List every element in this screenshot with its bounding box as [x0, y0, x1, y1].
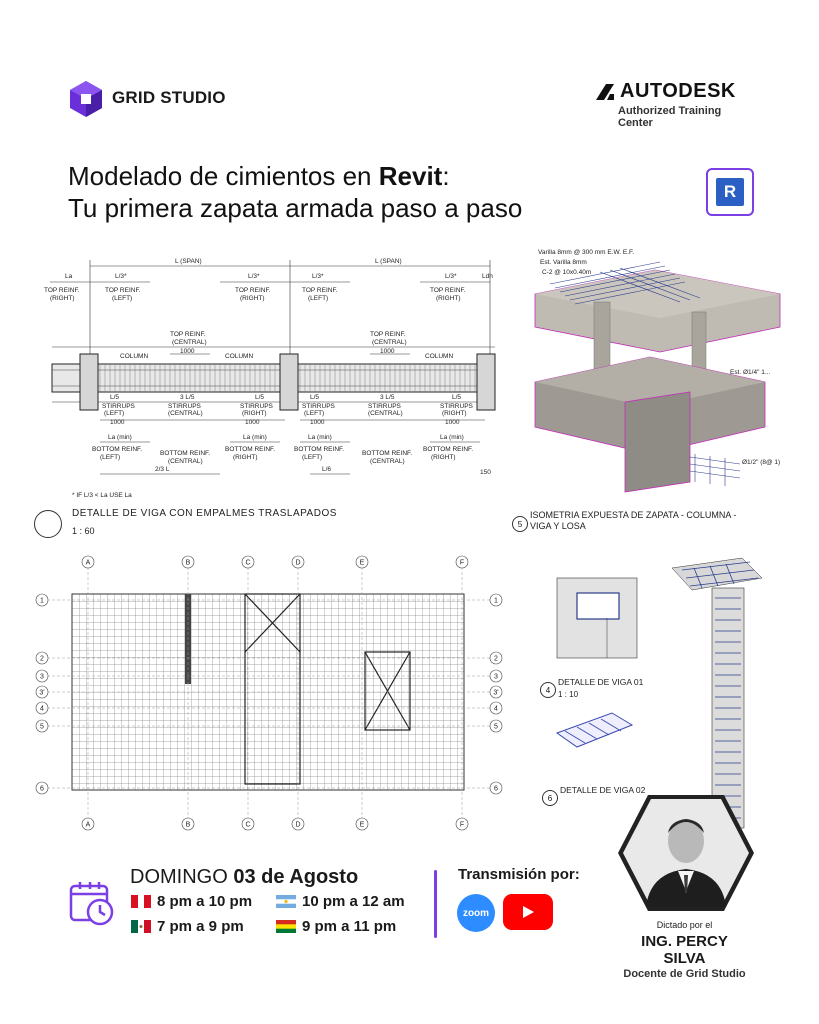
detail-02-caption: DETALLE DE VIGA 02	[560, 785, 646, 795]
dim-1000-bot-3: 1000	[310, 419, 325, 426]
play-icon	[520, 904, 536, 920]
l3-label-4: L/3*	[445, 273, 457, 280]
grid-col-bottom-D: D	[295, 821, 301, 829]
top-reinf-4: TOP REINF.	[302, 287, 338, 294]
iso-caption-num: 5	[512, 516, 528, 532]
grid-col-top-F: F	[459, 559, 465, 567]
la-min-2: La (min)	[243, 434, 267, 441]
l3-label-2: L/3*	[248, 273, 260, 280]
grid-col-bottom-F: F	[459, 821, 465, 829]
grid-studio-name: GRID STUDIO	[112, 88, 226, 107]
bottom-reinf-4: BOTTOM REINF.	[294, 446, 345, 453]
time-bolivia: 9 pm a 11 pm	[302, 918, 397, 935]
top-reinf-central-2: TOP REINF.	[370, 331, 406, 338]
grid-row-right-3: 3	[494, 673, 498, 681]
top-reinf-5-side: (RIGHT)	[436, 295, 461, 302]
bottom-reinf-5-side: (CENTRAL)	[370, 458, 405, 465]
grid-col-bottom-B: B	[185, 821, 191, 829]
zoom-text: zoom	[462, 907, 490, 919]
note-la: * IF L/3 < La USE La	[72, 492, 132, 499]
l5-4: L/5	[452, 394, 462, 401]
grid-col-top-B: B	[185, 559, 191, 567]
peru-flag-icon	[131, 895, 151, 908]
stirrups-4-side: (LEFT)	[304, 410, 325, 417]
la-min-1: La (min)	[108, 434, 132, 441]
iso-note-5: Ø1/2" (8@ 1)	[742, 459, 781, 466]
mexico-flag-icon	[131, 920, 151, 933]
bottom-reinf-1: BOTTOM REINF.	[92, 446, 143, 453]
dim-1000-bot-4: 1000	[445, 419, 460, 426]
speaker-photo	[618, 795, 754, 911]
title-line1-suffix: :	[442, 161, 450, 191]
date-bold: 03 de Agosto	[233, 866, 359, 888]
top-reinf-1-side: (RIGHT)	[50, 295, 75, 302]
l6-label: L/6	[322, 466, 332, 473]
top-reinf-5: TOP REINF.	[430, 287, 466, 294]
la-label: La	[65, 273, 73, 280]
la-min-4: La (min)	[440, 434, 464, 441]
footer-divider	[434, 870, 437, 938]
dim-1000-bot-2: 1000	[245, 419, 260, 426]
beam-detail-scale: 1 : 60	[72, 526, 95, 536]
l3-label-3: L/3*	[312, 273, 324, 280]
top-reinf-4-side: (LEFT)	[308, 295, 329, 302]
iso-note-4: Est. Ø1/4" 1...	[730, 369, 771, 376]
grid-row-left-1: 1	[40, 597, 44, 605]
page-title	[68, 160, 688, 224]
time-row-peru	[131, 893, 252, 910]
bottom-reinf-1-side: (LEFT)	[100, 454, 121, 461]
speaker-role: Docente de Grid Studio	[623, 968, 746, 980]
title-line1-prefix: Modelado de cimientos en	[68, 161, 379, 191]
event-date	[130, 866, 358, 889]
detail-01-caption: DETALLE DE VIGA 01	[558, 677, 644, 687]
stirrups-2: STIRRUPS	[168, 403, 201, 410]
bottom-reinf-2-side: (CENTRAL)	[168, 458, 203, 465]
grid-row-left-3: 3	[40, 673, 44, 681]
grid-row-left-2: 2	[40, 655, 44, 663]
dim-1000-top-1: 1000	[180, 348, 195, 355]
date-prefix: DOMINGO	[130, 866, 234, 888]
youtube-icon[interactable]	[503, 894, 553, 930]
stirrups-2-side: (CENTRAL)	[168, 410, 203, 417]
stream-label: Transmisión por:	[458, 866, 580, 883]
grid-col-bottom-C: C	[245, 821, 251, 829]
autodesk-name: AUTODESK	[620, 80, 736, 102]
grid-row-right-2: 2	[494, 655, 498, 663]
bottom-reinf-2: BOTTOM REINF.	[160, 450, 211, 457]
column-label-3: COLUMN	[425, 353, 454, 360]
dim-1000-top-2: 1000	[380, 348, 395, 355]
grid-col-top-A: A	[85, 559, 91, 567]
autodesk-logo	[596, 80, 756, 129]
ldh-label: Ldh	[482, 273, 493, 280]
revit-letter: R	[716, 178, 744, 206]
grid-row-right-6: 6	[494, 785, 498, 793]
speaker-name-line2: SILVA	[663, 950, 706, 967]
l5-1: L/5	[110, 394, 120, 401]
top-reinf-central-1: TOP REINF.	[170, 331, 206, 338]
grid-row-right-1: 1	[494, 597, 498, 605]
l5-3: L/5	[310, 394, 320, 401]
la-min-3: La (min)	[308, 434, 332, 441]
time-mexico: 7 pm a 9 pm	[157, 918, 244, 935]
column-label-2: COLUMN	[225, 353, 254, 360]
grid-col-bottom-E: E	[359, 821, 365, 829]
span-label-2: L (SPAN)	[375, 258, 402, 265]
top-reinf-2-side: (LEFT)	[112, 295, 133, 302]
iso-note-1: Varilla 8mm @ 300 mm E.W. E.F.	[538, 249, 635, 256]
two-l3-label: 2/3 L	[155, 466, 170, 473]
three-l5-1: 3 L/5	[180, 394, 195, 401]
grid-row-right-3': 3'	[493, 689, 499, 697]
speaker-name	[612, 933, 757, 967]
stirrups-1: STIRRUPS	[102, 403, 135, 410]
floor-plan-drawing	[30, 552, 510, 834]
speaker-by: Dictado por el	[656, 920, 713, 930]
stirrups-1-side: (LEFT)	[104, 410, 125, 417]
detail-01-num: 4	[540, 682, 556, 698]
title-line2: Tu primera zapata armada paso a paso	[68, 193, 523, 223]
grid-row-left-3': 3'	[39, 689, 45, 697]
l3-label-1: L/3*	[115, 273, 127, 280]
grid-row-right-4: 4	[494, 705, 498, 713]
iso-caption: ISOMETRIA EXPUESTA DE ZAPATA - COLUMNA - VIGA Y LOSA	[530, 510, 737, 531]
revit-icon	[706, 168, 754, 216]
grid-row-left-4: 4	[40, 705, 44, 713]
beam-detail-caption: DETALLE DE VIGA CON EMPALMES TRASLAPADOS	[72, 508, 337, 519]
grid-studio-cube-icon	[68, 79, 104, 117]
bolivia-flag-icon	[276, 920, 296, 933]
stirrups-3-side: (RIGHT)	[242, 410, 267, 417]
grid-col-top-E: E	[359, 559, 365, 567]
stirrups-4: STIRRUPS	[302, 403, 335, 410]
column-label-1: COLUMN	[120, 353, 149, 360]
zoom-icon[interactable]	[457, 894, 495, 932]
autodesk-a-icon	[596, 84, 614, 100]
top-reinf-2: TOP REINF.	[105, 287, 141, 294]
grid-studio-logo	[68, 78, 228, 118]
time-row-bolivia	[276, 918, 396, 935]
top-reinf-central-1-side: (CENTRAL)	[172, 339, 207, 346]
grid-col-top-D: D	[295, 559, 301, 567]
top-reinf-central-2-side: (CENTRAL)	[372, 339, 407, 346]
grid-col-top-C: C	[245, 559, 251, 567]
bottom-reinf-4-side: (LEFT)	[302, 454, 323, 461]
grid-row-right-5: 5	[494, 723, 498, 731]
stirrups-3: STIRRUPS	[240, 403, 273, 410]
detail-01-scale: 1 : 10	[558, 690, 579, 699]
title-line1-bold: Revit	[378, 161, 443, 191]
top-reinf-3-side: (RIGHT)	[240, 295, 265, 302]
dim-150: 150	[480, 469, 491, 476]
beam-splice-detail-drawing	[40, 252, 500, 502]
stirrups-5-side: (CENTRAL)	[368, 410, 403, 417]
bottom-reinf-5: BOTTOM REINF.	[362, 450, 413, 457]
isometric-footing-drawing	[510, 242, 790, 504]
iso-note-3: C-2 @ 10x0.40m	[542, 269, 592, 276]
time-row-mexico	[131, 918, 244, 935]
grid-row-left-5: 5	[40, 723, 44, 731]
speaker-name-line1: ING. PERCY	[641, 933, 728, 950]
grid-row-left-6: 6	[40, 785, 44, 793]
time-peru: 8 pm a 10 pm	[157, 893, 253, 910]
bottom-reinf-3-side: (RIGHT)	[233, 454, 258, 461]
three-l5-2: 3 L/5	[380, 394, 395, 401]
stirrups-5: STIRRUPS	[368, 403, 401, 410]
time-row-argentina	[276, 893, 405, 910]
iso-note-2: Est. Varilla 8mm	[540, 259, 587, 266]
span-label-1: L (SPAN)	[175, 258, 202, 265]
bottom-reinf-6: BOTTOM REINF.	[423, 446, 474, 453]
bottom-reinf-3: BOTTOM REINF.	[225, 446, 276, 453]
detail-marker-circle	[34, 510, 62, 538]
dim-1000-bot-1: 1000	[110, 419, 125, 426]
calendar-clock-icon	[68, 880, 116, 933]
top-reinf-3: TOP REINF.	[235, 287, 271, 294]
argentina-flag-icon	[276, 895, 296, 908]
time-argentina: 10 pm a 12 am	[302, 893, 405, 910]
stirrups-6-side: (RIGHT)	[442, 410, 467, 417]
l5-2: L/5	[255, 394, 265, 401]
grid-col-bottom-A: A	[85, 821, 91, 829]
autodesk-subtitle: Authorized Training Center	[618, 105, 722, 129]
detail-02-num: 6	[542, 790, 558, 806]
stirrups-6: STIRRUPS	[440, 403, 473, 410]
bottom-reinf-6-side: (RIGHT)	[431, 454, 456, 461]
top-reinf-1: TOP REINF.	[44, 287, 80, 294]
